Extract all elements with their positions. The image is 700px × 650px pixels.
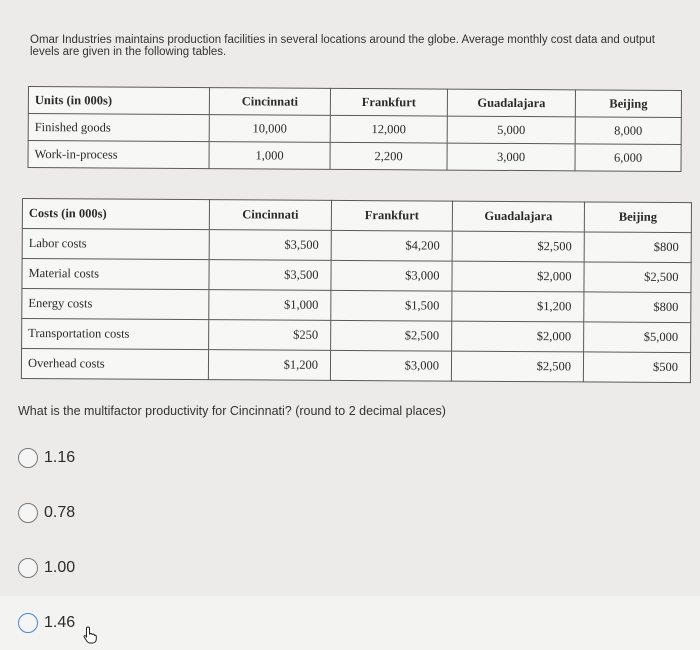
table-cell: $800 (584, 232, 691, 263)
costs-header-beijing: Beijing (584, 202, 691, 233)
table-cell: $250 (209, 320, 331, 351)
table-cell: $5,000 (584, 322, 691, 353)
costs-header-guadalajara: Guadalajara (452, 201, 584, 232)
table-cell: $1,500 (331, 290, 452, 321)
row-label: Transportation costs (22, 319, 209, 350)
radio-button[interactable] (18, 558, 38, 578)
table-row (22, 289, 691, 323)
table-cell: 1,000 (209, 142, 330, 170)
units-header-beijing: Beijing (575, 90, 681, 118)
table-cell: $2,500 (584, 262, 691, 293)
row-label: Energy costs (22, 289, 209, 320)
table-cell: $3,000 (330, 350, 451, 381)
units-header-cincinnati: Cincinnati (209, 88, 330, 116)
table-cell: $500 (583, 352, 690, 383)
hovered-option-highlight (0, 596, 700, 650)
table-cell: $1,200 (208, 350, 330, 381)
table-cell: 8,000 (575, 117, 681, 145)
intro-text: Omar Industries maintains production facilities in several locations around the globe. Average monthly cost data and output levels are given in the following tables. (30, 34, 655, 58)
table-cell: $3,500 (209, 230, 331, 261)
table-cell: 12,000 (330, 115, 447, 143)
option-label: 0.78 (44, 504, 76, 521)
table-cell: 2,200 (330, 142, 447, 170)
table-cell: $2,500 (331, 320, 452, 351)
costs-header-row (22, 199, 691, 233)
units-header-row (28, 87, 681, 118)
table-cell: 6,000 (575, 144, 681, 172)
row-label: Finished goods (28, 114, 209, 142)
costs-header-frankfurt: Frankfurt (331, 200, 452, 231)
units-table (27, 86, 681, 172)
table-cell: $1,200 (452, 291, 584, 322)
answer-option-1[interactable] (18, 503, 75, 523)
table-cell: $4,200 (331, 230, 452, 261)
row-label: Overhead costs (21, 349, 208, 380)
table-cell: 10,000 (209, 115, 330, 143)
table-cell: $1,000 (209, 290, 331, 321)
answer-option-2[interactable] (18, 558, 75, 578)
radio-button[interactable] (18, 448, 38, 468)
costs-header-label: Costs (in 000s) (22, 199, 209, 230)
table-cell: $2,500 (452, 231, 584, 262)
table-row (22, 229, 691, 263)
units-header-guadalajara: Guadalajara (447, 89, 575, 117)
table-row (21, 349, 690, 383)
table-row (28, 114, 681, 145)
hand-cursor-icon (83, 626, 97, 644)
answer-option-0[interactable] (18, 448, 75, 468)
table-cell: 3,000 (447, 143, 575, 171)
table-cell: $2,500 (451, 351, 583, 382)
table-cell: $3,000 (331, 260, 452, 291)
option-label: 1.00 (44, 559, 76, 576)
table-cell: $2,000 (452, 261, 584, 292)
table-cell: $3,500 (209, 260, 331, 291)
option-label: 1.46 (44, 614, 76, 631)
units-header-label: Units (in 000s) (28, 87, 209, 115)
table-row (22, 259, 691, 293)
option-label: 1.16 (44, 449, 76, 466)
row-label: Material costs (22, 259, 209, 290)
table-row (22, 319, 691, 353)
costs-header-cincinnati: Cincinnati (209, 200, 331, 231)
table-cell: $2,000 (452, 321, 584, 352)
row-label: Work-in-process (28, 141, 209, 169)
row-label: Labor costs (22, 229, 209, 260)
radio-button[interactable] (18, 613, 38, 633)
answer-option-3[interactable] (18, 613, 75, 633)
table-row (28, 141, 681, 172)
units-header-frankfurt: Frankfurt (330, 88, 447, 116)
table-cell: 5,000 (447, 116, 575, 144)
radio-button[interactable] (18, 503, 38, 523)
question-text: What is the multifactor productivity for Cincinnati? (round to 2 decimal places) (18, 404, 446, 418)
costs-table (21, 198, 692, 383)
table-cell: $800 (584, 292, 691, 323)
